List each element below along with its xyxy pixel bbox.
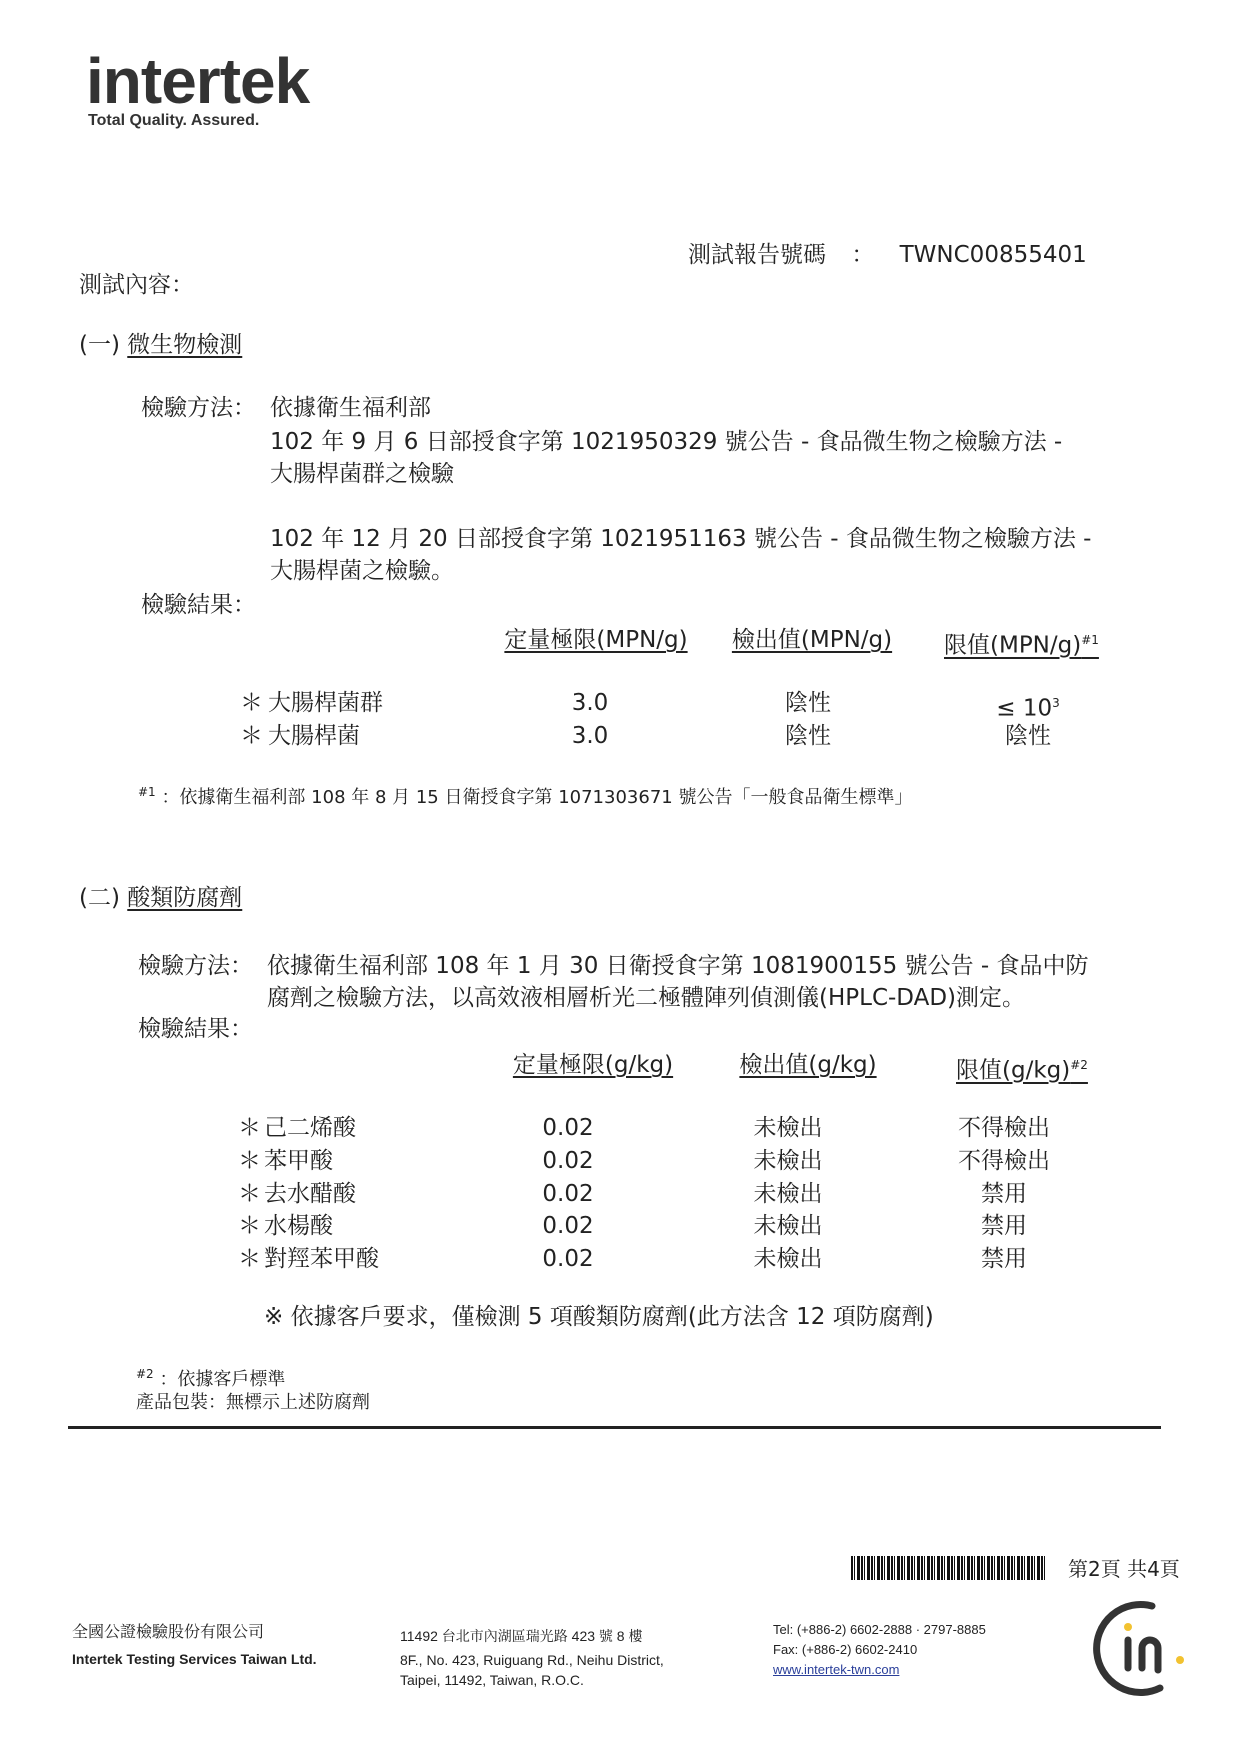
section2-title [79, 883, 242, 913]
column-header-result: 檢出值(MPN/g) [731, 627, 893, 653]
item-loq: 3.0 [571, 690, 609, 716]
packaging-note: 產品包裝：無標示上述防腐劑 [136, 1392, 370, 1413]
section1-title [79, 330, 242, 360]
section-title: 酸類防腐劑 [127, 885, 243, 911]
method-line: 102 年 12 月 20 日部授食字第 1021951163 號公告 - 食品微生物之檢驗方法 - [270, 526, 1092, 552]
address-zh: 11492 台北市內湖區瑞光路 423 號 8 樓 [400, 1628, 643, 1644]
item-loq: 0.02 [542, 1246, 594, 1272]
method-line: 大腸桿菌之檢驗。 [270, 558, 454, 584]
address-en-2: Taipei, 11492, Taiwan, R.O.C. [400, 1672, 584, 1688]
content-label: 測試內容： [79, 272, 194, 298]
item-name: 大腸桿菌群 [268, 690, 383, 716]
separator: ： [851, 242, 875, 268]
item-limit: 禁用 [981, 1213, 1027, 1239]
item-limit: 陰性 [1005, 723, 1051, 749]
item-limit: 禁用 [981, 1246, 1027, 1272]
intertek-logo: intertek [86, 45, 310, 117]
page-number: 第2頁 共4頁 [1068, 1557, 1180, 1581]
item-loq: 0.02 [542, 1213, 594, 1239]
item-loq: 0.02 [542, 1115, 594, 1141]
item-result: 未檢出 [753, 1246, 823, 1272]
item-limit: 不得檢出 [958, 1148, 1050, 1174]
item-name: 去水醋酸 [264, 1181, 356, 1207]
section-number: (一) [79, 332, 120, 358]
column-header-loq: 定量極限(MPN/g) [504, 627, 688, 653]
row-marker: ＊ [240, 690, 263, 716]
address-en-1: 8F., No. 423, Ruiguang Rd., Neihu District, [400, 1652, 664, 1668]
item-name: 水楊酸 [264, 1213, 333, 1239]
item-result: 陰性 [785, 690, 831, 716]
result-label: 檢驗結果： [141, 592, 256, 618]
item-result: 未檢出 [753, 1213, 823, 1239]
row-marker: ＊ [238, 1246, 261, 1272]
company-name-zh: 全國公證檢驗股份有限公司 [72, 1624, 265, 1641]
row-marker: ＊ [238, 1181, 261, 1207]
result-label: 檢驗結果： [138, 1016, 253, 1042]
item-result: 未檢出 [753, 1148, 823, 1174]
barcode [851, 1556, 1047, 1580]
item-name: 苯甲酸 [264, 1148, 333, 1174]
method-line: 腐劑之檢驗方法，以高效液相層析光二極體陣列偵測儀(HPLC-DAD)測定。 [267, 985, 1026, 1011]
row-marker: ＊ [238, 1148, 261, 1174]
item-limit: 禁用 [981, 1181, 1027, 1207]
section-number: (二) [79, 885, 120, 911]
divider [68, 1426, 1161, 1429]
method-line: 依據衛生福利部 108 年 1 月 30 日衛授食字第 1081900155 號公告 - 食品中防 [267, 953, 1089, 979]
item-loq: 3.0 [571, 723, 609, 749]
item-name: 大腸桿菌 [268, 723, 360, 749]
website-link[interactable]: www.intertek-twn.com [773, 1662, 900, 1677]
row-marker: ＊ [238, 1213, 261, 1239]
column-header-loq: 定量極限(g/kg) [512, 1052, 674, 1078]
report-number-label: 測試報告號碼 [688, 242, 826, 268]
method-line: 依據衛生福利部 [270, 395, 431, 421]
footnote-2: $^{\#2}$ ：依據客戶標準 [136, 1367, 286, 1390]
logo-tagline: Total Quality. Assured. [88, 112, 260, 129]
report-number [688, 240, 1087, 270]
column-header-result: 檢出值(g/kg) [739, 1052, 877, 1078]
item-limit: ≤ $10^3$ [996, 695, 1060, 722]
fax: Fax: (+886-2) 6602-2410 [773, 1642, 918, 1657]
telephone: Tel: (+886-2) 6602-2888 · 2797-8885 [773, 1622, 986, 1637]
method-line: 大腸桿菌群之檢驗 [270, 461, 454, 487]
item-result: 未檢出 [753, 1115, 823, 1141]
item-result: 未檢出 [753, 1181, 823, 1207]
column-header-limit: 限值$(MPN/g)^{\#1}$ [944, 632, 1099, 659]
item-loq: 0.02 [542, 1148, 594, 1174]
footnote-1: $^{\#1}$ ：依據衛生福利部 108 年 8 月 15 日衛授食字第 1071303671 號公告「一般食品衛生標準」 [138, 785, 913, 808]
method-label: 檢驗方法： [141, 395, 256, 421]
client-note: ※ 依據客戶要求，僅檢測 5 項酸類防腐劑(此方法含 12 項防腐劑) [264, 1304, 934, 1330]
section-title: 微生物檢測 [127, 332, 243, 358]
item-limit: 不得檢出 [958, 1115, 1050, 1141]
row-marker: ＊ [240, 723, 263, 749]
item-result: 陰性 [785, 723, 831, 749]
company-name-en: Intertek Testing Services Taiwan Ltd. [72, 1651, 317, 1667]
method-label: 檢驗方法： [138, 953, 253, 979]
item-loq: 0.02 [542, 1181, 594, 1207]
row-marker: ＊ [238, 1115, 261, 1141]
intertek-circle-logo-icon [1090, 1598, 1190, 1698]
method-line: 102 年 9 月 6 日部授食字第 1021950329 號公告 - 食品微生物之檢驗方法 - [270, 429, 1063, 455]
report-number-value: TWNC00855401 [899, 242, 1087, 268]
column-header-limit: 限值$(g/kg)^{\#2}$ [956, 1057, 1088, 1084]
item-name: 己二烯酸 [264, 1115, 356, 1141]
item-name: 對羥苯甲酸 [264, 1246, 379, 1272]
